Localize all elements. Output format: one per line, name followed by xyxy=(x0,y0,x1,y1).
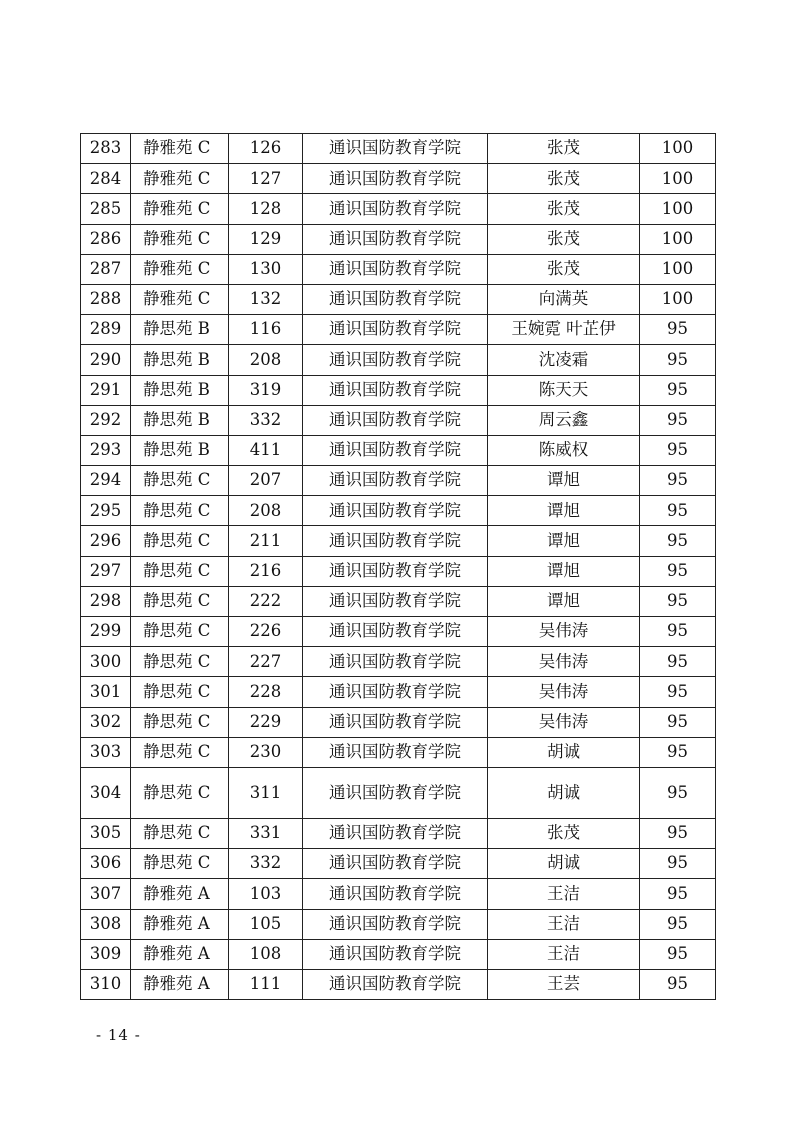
cell-building: 静思苑 C xyxy=(131,818,229,848)
cell-seq: 301 xyxy=(81,677,131,707)
table-body xyxy=(81,134,716,1000)
cell-score: 100 xyxy=(640,284,716,314)
cell-person: 谭旭 xyxy=(488,556,640,586)
cell-college: 通识国防教育学院 xyxy=(303,315,488,345)
cell-seq: 291 xyxy=(81,375,131,405)
cell-building: 静思苑 B xyxy=(131,405,229,435)
cell-score: 95 xyxy=(640,526,716,556)
table-row xyxy=(81,134,716,164)
cell-person: 王芸 xyxy=(488,969,640,999)
cell-person: 吴伟涛 xyxy=(488,647,640,677)
cell-college: 通识国防教育学院 xyxy=(303,969,488,999)
cell-score: 95 xyxy=(640,879,716,909)
cell-person: 王婉霓 叶芷伊 xyxy=(488,315,640,345)
cell-person: 周云鑫 xyxy=(488,405,640,435)
cell-room: 128 xyxy=(229,194,303,224)
table-row xyxy=(81,879,716,909)
cell-seq: 294 xyxy=(81,466,131,496)
cell-score: 95 xyxy=(640,677,716,707)
table-row xyxy=(81,586,716,616)
cell-college: 通识国防教育学院 xyxy=(303,466,488,496)
page-number: - 14 - xyxy=(96,1026,141,1044)
cell-college: 通识国防教育学院 xyxy=(303,767,488,818)
cell-college: 通识国防教育学院 xyxy=(303,737,488,767)
cell-building: 静思苑 B xyxy=(131,315,229,345)
cell-person: 张茂 xyxy=(488,224,640,254)
cell-building: 静思苑 C xyxy=(131,767,229,818)
cell-college: 通识国防教育学院 xyxy=(303,134,488,164)
cell-college: 通识国防教育学院 xyxy=(303,818,488,848)
cell-seq: 304 xyxy=(81,767,131,818)
cell-seq: 305 xyxy=(81,818,131,848)
cell-room: 227 xyxy=(229,647,303,677)
cell-seq: 290 xyxy=(81,345,131,375)
cell-room: 411 xyxy=(229,435,303,465)
cell-person: 吴伟涛 xyxy=(488,677,640,707)
cell-college: 通识国防教育学院 xyxy=(303,586,488,616)
cell-college: 通识国防教育学院 xyxy=(303,284,488,314)
cell-building: 静雅苑 C xyxy=(131,224,229,254)
cell-seq: 296 xyxy=(81,526,131,556)
cell-score: 95 xyxy=(640,767,716,818)
cell-seq: 308 xyxy=(81,909,131,939)
cell-seq: 307 xyxy=(81,879,131,909)
cell-score: 95 xyxy=(640,586,716,616)
cell-building: 静雅苑 C xyxy=(131,134,229,164)
table-row xyxy=(81,345,716,375)
cell-building: 静雅苑 A xyxy=(131,969,229,999)
table-row xyxy=(81,284,716,314)
cell-person: 谭旭 xyxy=(488,586,640,616)
cell-college: 通识国防教育学院 xyxy=(303,617,488,647)
cell-seq: 288 xyxy=(81,284,131,314)
cell-room: 132 xyxy=(229,284,303,314)
cell-score: 100 xyxy=(640,194,716,224)
cell-college: 通识国防教育学院 xyxy=(303,164,488,194)
cell-college: 通识国防教育学院 xyxy=(303,375,488,405)
cell-person: 谭旭 xyxy=(488,526,640,556)
cell-score: 95 xyxy=(640,849,716,879)
cell-score: 95 xyxy=(640,909,716,939)
cell-room: 319 xyxy=(229,375,303,405)
cell-person: 吴伟涛 xyxy=(488,617,640,647)
cell-building: 静雅苑 A xyxy=(131,939,229,969)
table-row xyxy=(81,556,716,586)
cell-seq: 283 xyxy=(81,134,131,164)
cell-person: 张茂 xyxy=(488,254,640,284)
table-row xyxy=(81,435,716,465)
cell-score: 95 xyxy=(640,707,716,737)
cell-college: 通识国防教育学院 xyxy=(303,707,488,737)
cell-seq: 306 xyxy=(81,849,131,879)
cell-room: 222 xyxy=(229,586,303,616)
cell-building: 静思苑 C xyxy=(131,617,229,647)
cell-person: 陈天天 xyxy=(488,375,640,405)
cell-room: 211 xyxy=(229,526,303,556)
cell-seq: 297 xyxy=(81,556,131,586)
cell-person: 张茂 xyxy=(488,164,640,194)
cell-person: 谭旭 xyxy=(488,496,640,526)
cell-person: 胡诚 xyxy=(488,767,640,818)
cell-person: 陈威权 xyxy=(488,435,640,465)
cell-college: 通识国防教育学院 xyxy=(303,526,488,556)
cell-college: 通识国防教育学院 xyxy=(303,909,488,939)
cell-room: 105 xyxy=(229,909,303,939)
cell-score: 95 xyxy=(640,345,716,375)
cell-person: 张茂 xyxy=(488,194,640,224)
cell-score: 95 xyxy=(640,939,716,969)
cell-seq: 289 xyxy=(81,315,131,345)
cell-building: 静雅苑 C xyxy=(131,254,229,284)
cell-score: 100 xyxy=(640,134,716,164)
table-row xyxy=(81,617,716,647)
cell-room: 126 xyxy=(229,134,303,164)
cell-building: 静雅苑 A xyxy=(131,909,229,939)
cell-room: 130 xyxy=(229,254,303,284)
cell-seq: 302 xyxy=(81,707,131,737)
cell-seq: 299 xyxy=(81,617,131,647)
table-row xyxy=(81,224,716,254)
cell-room: 108 xyxy=(229,939,303,969)
table-row xyxy=(81,737,716,767)
cell-score: 100 xyxy=(640,224,716,254)
cell-room: 332 xyxy=(229,405,303,435)
cell-college: 通识国防教育学院 xyxy=(303,496,488,526)
cell-college: 通识国防教育学院 xyxy=(303,254,488,284)
cell-room: 116 xyxy=(229,315,303,345)
cell-seq: 298 xyxy=(81,586,131,616)
cell-college: 通识国防教育学院 xyxy=(303,435,488,465)
cell-building: 静思苑 C xyxy=(131,647,229,677)
cell-score: 95 xyxy=(640,315,716,345)
cell-score: 100 xyxy=(640,164,716,194)
cell-seq: 309 xyxy=(81,939,131,969)
cell-college: 通识国防教育学院 xyxy=(303,556,488,586)
cell-room: 228 xyxy=(229,677,303,707)
cell-seq: 293 xyxy=(81,435,131,465)
cell-building: 静思苑 C xyxy=(131,849,229,879)
cell-college: 通识国防教育学院 xyxy=(303,647,488,677)
cell-score: 95 xyxy=(640,647,716,677)
cell-room: 111 xyxy=(229,969,303,999)
cell-building: 静雅苑 A xyxy=(131,879,229,909)
cell-person: 张茂 xyxy=(488,134,640,164)
cell-building: 静思苑 C xyxy=(131,737,229,767)
table-row xyxy=(81,375,716,405)
cell-college: 通识国防教育学院 xyxy=(303,879,488,909)
cell-college: 通识国防教育学院 xyxy=(303,224,488,254)
cell-college: 通识国防教育学院 xyxy=(303,345,488,375)
table-row xyxy=(81,405,716,435)
table-row xyxy=(81,526,716,556)
cell-room: 331 xyxy=(229,818,303,848)
cell-person: 谭旭 xyxy=(488,466,640,496)
cell-room: 103 xyxy=(229,879,303,909)
cell-score: 95 xyxy=(640,435,716,465)
table-row xyxy=(81,849,716,879)
cell-person: 张茂 xyxy=(488,818,640,848)
cell-score: 95 xyxy=(640,818,716,848)
cell-seq: 286 xyxy=(81,224,131,254)
cell-college: 通识国防教育学院 xyxy=(303,405,488,435)
cell-person: 向满英 xyxy=(488,284,640,314)
table-row xyxy=(81,315,716,345)
cell-room: 208 xyxy=(229,496,303,526)
table-row xyxy=(81,707,716,737)
cell-college: 通识国防教育学院 xyxy=(303,194,488,224)
table-row xyxy=(81,466,716,496)
cell-score: 95 xyxy=(640,466,716,496)
cell-score: 95 xyxy=(640,969,716,999)
cell-score: 95 xyxy=(640,556,716,586)
cell-building: 静雅苑 C xyxy=(131,194,229,224)
cell-person: 胡诚 xyxy=(488,849,640,879)
cell-score: 95 xyxy=(640,737,716,767)
cell-score: 95 xyxy=(640,496,716,526)
cell-building: 静思苑 B xyxy=(131,345,229,375)
cell-person: 沈凌霜 xyxy=(488,345,640,375)
cell-score: 95 xyxy=(640,375,716,405)
cell-room: 207 xyxy=(229,466,303,496)
cell-person: 王洁 xyxy=(488,879,640,909)
cell-college: 通识国防教育学院 xyxy=(303,677,488,707)
cell-room: 311 xyxy=(229,767,303,818)
cell-room: 332 xyxy=(229,849,303,879)
cell-person: 吴伟涛 xyxy=(488,707,640,737)
dorm-score-table xyxy=(80,133,716,1000)
cell-person: 王洁 xyxy=(488,939,640,969)
table-row xyxy=(81,647,716,677)
cell-seq: 292 xyxy=(81,405,131,435)
cell-seq: 310 xyxy=(81,969,131,999)
cell-seq: 295 xyxy=(81,496,131,526)
cell-room: 230 xyxy=(229,737,303,767)
cell-room: 208 xyxy=(229,345,303,375)
cell-score: 100 xyxy=(640,254,716,284)
cell-college: 通识国防教育学院 xyxy=(303,939,488,969)
table-row xyxy=(81,254,716,284)
table-row xyxy=(81,194,716,224)
cell-building: 静思苑 B xyxy=(131,435,229,465)
cell-building: 静思苑 C xyxy=(131,556,229,586)
cell-building: 静思苑 C xyxy=(131,496,229,526)
cell-room: 226 xyxy=(229,617,303,647)
cell-seq: 300 xyxy=(81,647,131,677)
cell-building: 静思苑 C xyxy=(131,526,229,556)
cell-building: 静思苑 C xyxy=(131,707,229,737)
cell-building: 静思苑 B xyxy=(131,375,229,405)
cell-college: 通识国防教育学院 xyxy=(303,849,488,879)
cell-person: 胡诚 xyxy=(488,737,640,767)
table-row xyxy=(81,969,716,999)
table-row xyxy=(81,818,716,848)
table-row xyxy=(81,164,716,194)
cell-building: 静思苑 C xyxy=(131,677,229,707)
cell-building: 静思苑 C xyxy=(131,586,229,616)
cell-building: 静雅苑 C xyxy=(131,284,229,314)
cell-seq: 285 xyxy=(81,194,131,224)
cell-score: 95 xyxy=(640,405,716,435)
table-row xyxy=(81,939,716,969)
cell-room: 216 xyxy=(229,556,303,586)
cell-score: 95 xyxy=(640,617,716,647)
cell-seq: 287 xyxy=(81,254,131,284)
cell-seq: 303 xyxy=(81,737,131,767)
cell-room: 229 xyxy=(229,707,303,737)
cell-building: 静思苑 C xyxy=(131,466,229,496)
table-row xyxy=(81,909,716,939)
table-row xyxy=(81,496,716,526)
cell-room: 129 xyxy=(229,224,303,254)
table-row xyxy=(81,767,716,818)
table-row xyxy=(81,677,716,707)
cell-building: 静雅苑 C xyxy=(131,164,229,194)
cell-seq: 284 xyxy=(81,164,131,194)
cell-person: 王洁 xyxy=(488,909,640,939)
cell-room: 127 xyxy=(229,164,303,194)
